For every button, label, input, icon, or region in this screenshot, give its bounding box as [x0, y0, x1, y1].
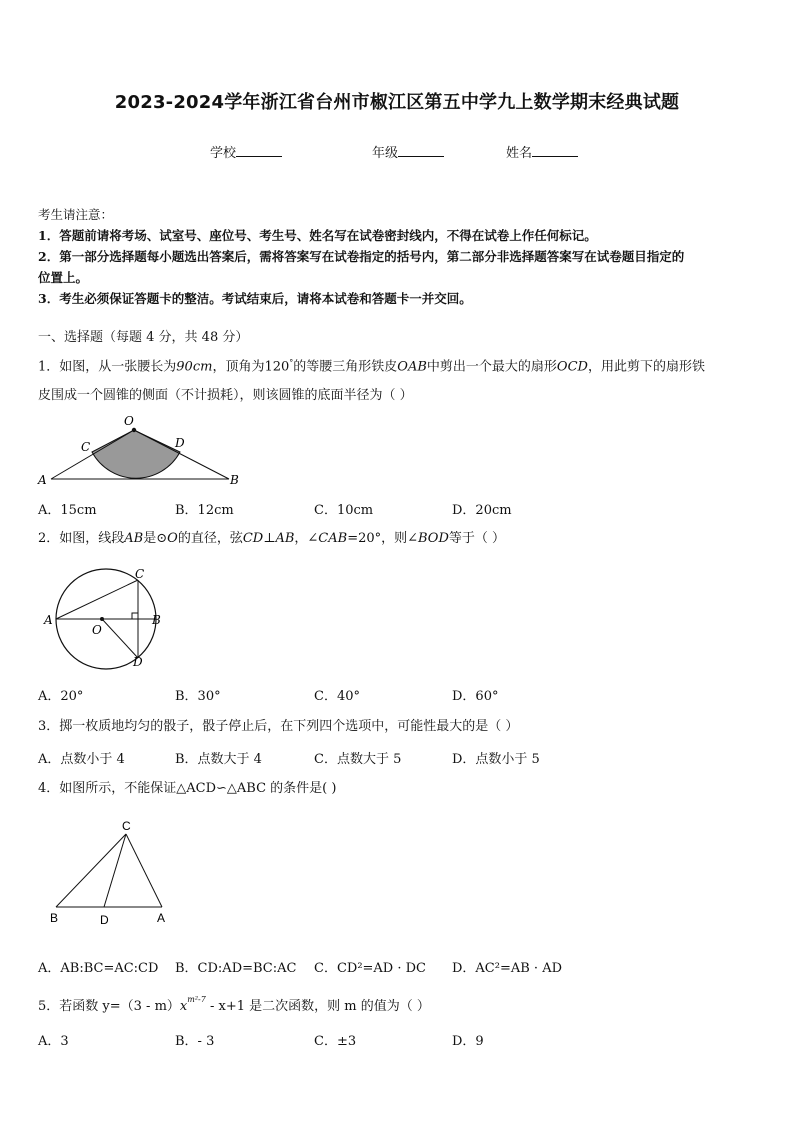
q1-label-b: B: [230, 473, 239, 487]
question-1: [38, 348, 763, 410]
name-blank: [532, 144, 578, 157]
q3-option-d[interactable]: D．点数小于 5: [452, 752, 540, 767]
q2-cd: CD: [242, 531, 264, 546]
exam-title: 2023-2024学年浙江省台州市椒江区第五中学九上数学期末经典试题: [114, 92, 680, 113]
q4-label-c: C: [122, 819, 131, 833]
q2-option-a[interactable]: A．20°: [38, 689, 84, 704]
q1-degree: °: [289, 358, 294, 367]
q4-label-d: D: [100, 913, 109, 926]
q5-text-b: - x+1 是二次函数，则 m 的值为（ ）: [205, 999, 430, 1014]
q1-option-b[interactable]: B．12cm: [175, 503, 234, 518]
school-blank: [236, 144, 282, 157]
q1-text-c: 的等腰三角形铁皮: [293, 359, 398, 375]
q5-exponent: m²-7: [187, 995, 206, 1004]
q2-o: O: [167, 531, 178, 546]
q4-label-b: B: [50, 911, 59, 925]
q1-label-d: D: [175, 436, 185, 450]
q5-option-a[interactable]: A．3: [38, 1034, 69, 1049]
q2-text-b: 是⊙: [143, 531, 168, 546]
q2-option-c[interactable]: C．40°: [314, 689, 360, 704]
q1-text-d: 中剪出一个最大的扇形: [426, 359, 557, 375]
notice-block: [38, 204, 760, 309]
grade-blank: [398, 144, 444, 157]
q2-text-d: ⊥: [263, 531, 276, 546]
q4-option-d[interactable]: D．AC²=AB · AD: [452, 961, 563, 976]
section-heading: 一、选择题（每题 4 分，共 48 分）: [38, 330, 249, 345]
q1-text-e: ，用此剪下的扇形铁: [587, 359, 705, 375]
q1-text-a: 1．如图，从一张腰长为: [38, 359, 177, 375]
q4-option-a[interactable]: A．AB:BC=AC:CD: [38, 961, 159, 976]
school-label: 学校: [210, 146, 237, 161]
q1-label-a: A: [38, 473, 47, 487]
question-2: [38, 524, 763, 553]
q2-cab: CAB: [318, 531, 348, 546]
q2-bod: BOD: [418, 531, 449, 546]
q5-x: x: [179, 999, 188, 1014]
q2-option-d[interactable]: D．60°: [452, 689, 499, 704]
q2-label-o: O: [92, 623, 102, 637]
q1-ocd: OCD: [556, 359, 588, 375]
notice-heading: 考生请注意：: [38, 207, 114, 222]
grade-label: 年级: [372, 146, 399, 161]
q2-ab: AB: [124, 531, 144, 546]
q2-ab-2: AB: [275, 531, 295, 546]
question-3: 3．掷一枚质地均匀的骰子，骰子停止后，在下列四个选项中，可能性最大的是（ ）: [38, 719, 519, 734]
notice-item-2-cont: 位置上。: [38, 270, 89, 285]
name-label: 姓名: [506, 146, 533, 161]
q4-option-b[interactable]: B．CD:AD=BC:AC: [175, 961, 297, 976]
q1-angle: 120: [264, 359, 290, 375]
q2-option-b[interactable]: B．30°: [175, 689, 221, 704]
q2-text-e: ，∠: [294, 531, 319, 546]
q1-figure: [34, 410, 244, 490]
q1-length: 90cm: [176, 359, 213, 375]
q1-label-c: C: [81, 440, 91, 454]
q1-text-line2: 皮围成一个圆锥的侧面（不计损耗），则该圆锥的底面半径为（ ）: [38, 388, 413, 404]
q2-label-a: A: [44, 613, 53, 627]
q2-text-c: 的直径，弦: [177, 531, 243, 546]
q4-option-c[interactable]: C．CD²=AD · DC: [314, 961, 426, 976]
notice-item-1: 1．答题前请将考场、试室号、座位号、考生号、姓名写在试卷密封线内，不得在试卷上作任何标记。: [38, 228, 597, 243]
q3-option-c[interactable]: C．点数大于 5: [314, 752, 402, 767]
q5-text-a: 5．若函数 y=（3 - m）: [38, 999, 180, 1014]
q2-text-f: =20°，则∠: [347, 531, 419, 546]
q5-option-c[interactable]: C．±3: [314, 1034, 357, 1049]
q2-figure: [40, 562, 170, 672]
q2-text-g: 等于（ ）: [448, 531, 506, 546]
q1-oab: OAB: [397, 359, 427, 375]
q2-label-d: D: [133, 655, 143, 669]
name-field: [506, 142, 578, 161]
q5-option-d[interactable]: D．9: [452, 1034, 484, 1049]
q3-option-a[interactable]: A．点数小于 4: [38, 752, 125, 767]
notice-item-2: 2．第一部分选择题每小题选出答案后，需将答案写在试卷指定的括号内，第二部分非选择题答案写在试卷题目指定的: [38, 249, 685, 264]
q3-option-b[interactable]: B．点数大于 4: [175, 752, 262, 767]
question-5: [38, 985, 763, 1021]
school-field: [210, 142, 282, 161]
q1-option-a[interactable]: A．15cm: [38, 503, 97, 518]
q5-option-b[interactable]: B．- 3: [175, 1034, 215, 1049]
q4-figure: [44, 814, 174, 926]
grade-field: [372, 142, 444, 161]
q4-label-a: A: [157, 911, 166, 925]
q2-label-c: C: [135, 567, 145, 581]
q1-label-o: O: [124, 414, 134, 428]
notice-item-3: 3．考生必须保证答题卡的整洁。考试结束后，请将本试卷和答题卡一并交回。: [38, 291, 472, 306]
q1-option-d[interactable]: D．20cm: [452, 503, 512, 518]
q1-text-b: ，顶角为: [212, 359, 265, 375]
q1-option-c[interactable]: C．10cm: [314, 503, 374, 518]
question-4: 4．如图所示，不能保证△ACD∽△ABC 的条件是( ): [38, 781, 337, 796]
q2-text-a: 2．如图，线段: [38, 531, 125, 546]
q2-label-b: B: [152, 613, 161, 627]
